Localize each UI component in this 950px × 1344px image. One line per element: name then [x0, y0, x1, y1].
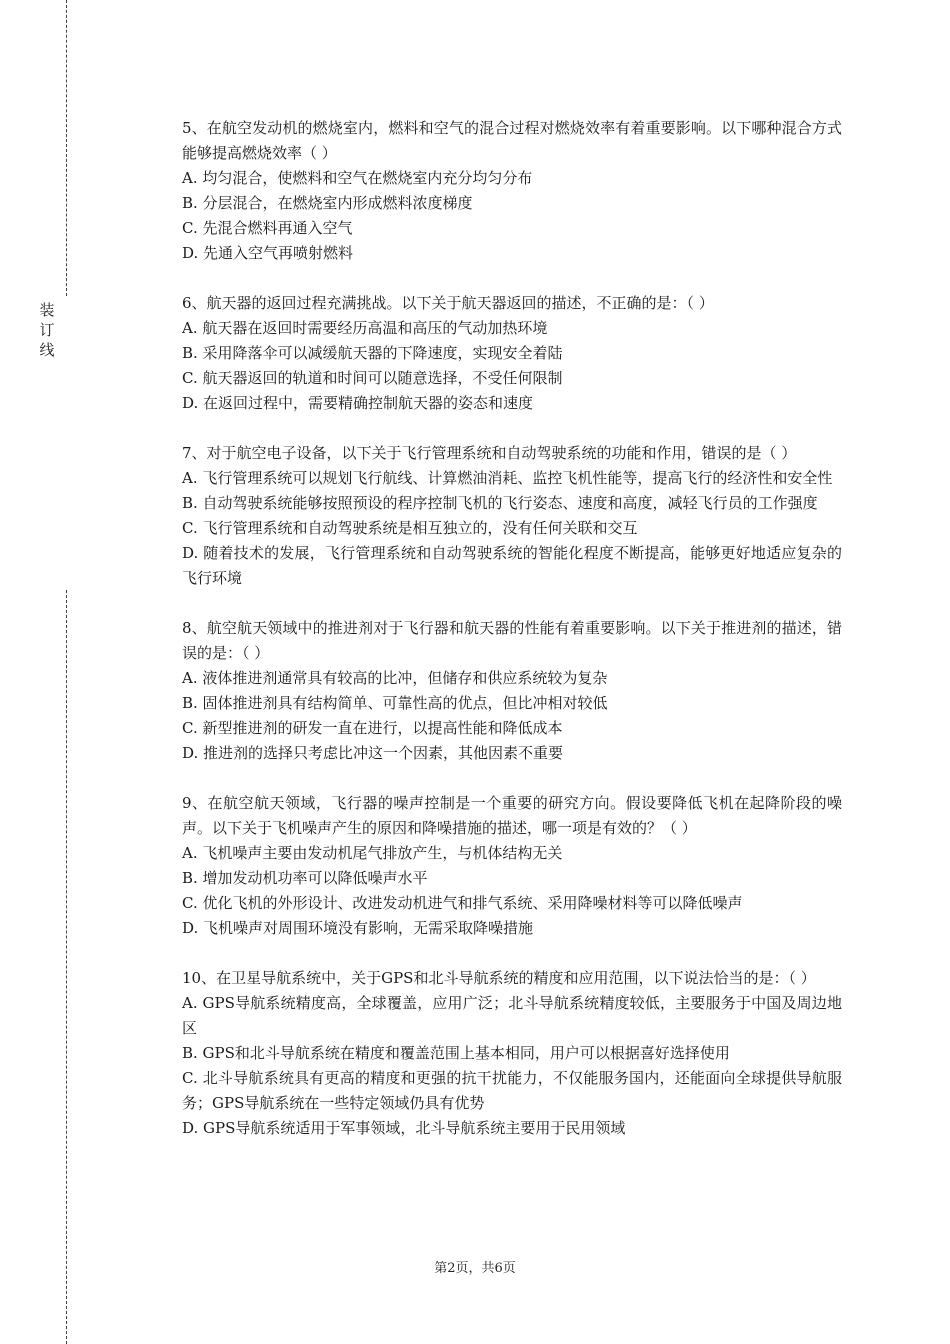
- option-b: B. 采用降落伞可以减缓航天器的下降速度，实现安全着陆: [182, 344, 563, 362]
- question-6: [182, 291, 842, 416]
- option-b: B. GPS和北斗导航系统在精度和覆盖范围上基本相同，用户可以根据喜好选择使用: [182, 1044, 730, 1062]
- option-b: B. 自动驾驶系统能够按照预设的程序控制飞机的飞行姿态、速度和高度，减轻飞行员的工作强度: [182, 494, 818, 512]
- option-a: A. 均匀混合，使燃料和空气在燃烧室内充分均匀分布: [182, 169, 533, 187]
- option-c: C. 优化飞机的外形设计、改进发动机进气和排气系统、采用降噪材料等可以降低噪声: [182, 894, 743, 912]
- question-5: [182, 116, 842, 266]
- option-a: A. GPS导航系统精度高，全球覆盖，应用广泛；北斗导航系统精度较低，主要服务于中国及周边地区: [182, 994, 842, 1037]
- option-c: C. 飞行管理系统和自动驾驶系统是相互独立的，没有任何关联和交互: [182, 519, 638, 537]
- binding-label-char: 订: [39, 321, 55, 339]
- option-c: C. 新型推进剂的研发一直在进行，以提高性能和降低成本: [182, 719, 563, 737]
- question-stem: 10、在卫星导航系统中，关于GPS和北斗导航系统的精度和应用范围，以下说法恰当的是：（ ）: [182, 969, 816, 987]
- question-9: [182, 791, 842, 941]
- option-d: D. 飞机噪声对周围环境没有影响，无需采取降噪措施: [182, 919, 534, 937]
- option-a: A. 飞行管理系统可以规划飞行航线、计算燃油消耗、监控飞机性能等，提高飞行的经济性和安全性: [182, 469, 833, 487]
- question-stem: 9、在航空航天领域，飞行器的噪声控制是一个重要的研究方向。假设要降低飞机在起降阶段的噪声。以下关于飞机噪声产生的原因和降噪措施的描述，哪一项是有效的？（ ）: [182, 794, 842, 837]
- binding-dashed-line-bottom: [66, 590, 67, 1344]
- option-d: D. 随着技术的发展，飞行管理系统和自动驾驶系统的智能化程度不断提高，能够更好地适应复杂的飞行环境: [182, 544, 842, 587]
- option-d: D. GPS导航系统适用于军事领域，北斗导航系统主要用于民用领域: [182, 1119, 626, 1137]
- option-c: C. 航天器返回的轨道和时间可以随意选择，不受任何限制: [182, 369, 563, 387]
- option-a: A. 航天器在返回时需要经历高温和高压的气动加热环境: [182, 319, 548, 337]
- question-stem: 7、对于航空电子设备，以下关于飞行管理系统和自动驾驶系统的功能和作用，错误的是（ ）: [182, 444, 797, 462]
- binding-label-char: 线: [39, 341, 55, 359]
- question-stem: 8、航空航天领域中的推进剂对于飞行器和航天器的性能有着重要影响。以下关于推进剂的描述，错误的是：（ ）: [182, 619, 842, 662]
- option-d: D. 先通入空气再喷射燃料: [182, 244, 354, 262]
- option-d: D. 推进剂的选择只考虑比冲这一个因素，其他因素不重要: [182, 744, 564, 762]
- option-a: A. 液体推进剂通常具有较高的比冲，但储存和供应系统较为复杂: [182, 669, 608, 687]
- binding-label-char: 装: [39, 301, 55, 319]
- question-8: [182, 616, 842, 766]
- question-stem: 6、航天器的返回过程充满挑战。以下关于航天器返回的描述，不正确的是：（ ）: [182, 294, 714, 312]
- option-d: D. 在返回过程中，需要精确控制航天器的姿态和速度: [182, 394, 534, 412]
- binding-dashed-line-top: [66, 0, 67, 296]
- option-b: B. 增加发动机功率可以降低噪声水平: [182, 869, 428, 887]
- option-a: A. 飞机噪声主要由发动机尾气排放产生，与机体结构无关: [182, 844, 563, 862]
- question-10: [182, 966, 842, 1141]
- option-b: B. 固体推进剂具有结构简单、可靠性高的优点，但比冲相对较低: [182, 694, 608, 712]
- question-7: [182, 441, 842, 591]
- option-c: C. 先混合燃料再通入空气: [182, 219, 353, 237]
- question-stem: 5、在航空发动机的燃烧室内，燃料和空气的混合过程对燃烧效率有着重要影响。以下哪种混合方式能够提高燃烧效率（ ）: [182, 119, 842, 162]
- option-c: C. 北斗导航系统具有更高的精度和更强的抗干扰能力，不仅能服务国内，还能面向全球提供导航服务；GPS导航系统在一些特定领域仍具有优势: [182, 1069, 842, 1112]
- option-b: B. 分层混合，在燃烧室内形成燃料浓度梯度: [182, 194, 473, 212]
- binding-label: [36, 300, 58, 360]
- question-list: [182, 116, 842, 1166]
- page-number: 第2页，共6页: [434, 1261, 516, 1276]
